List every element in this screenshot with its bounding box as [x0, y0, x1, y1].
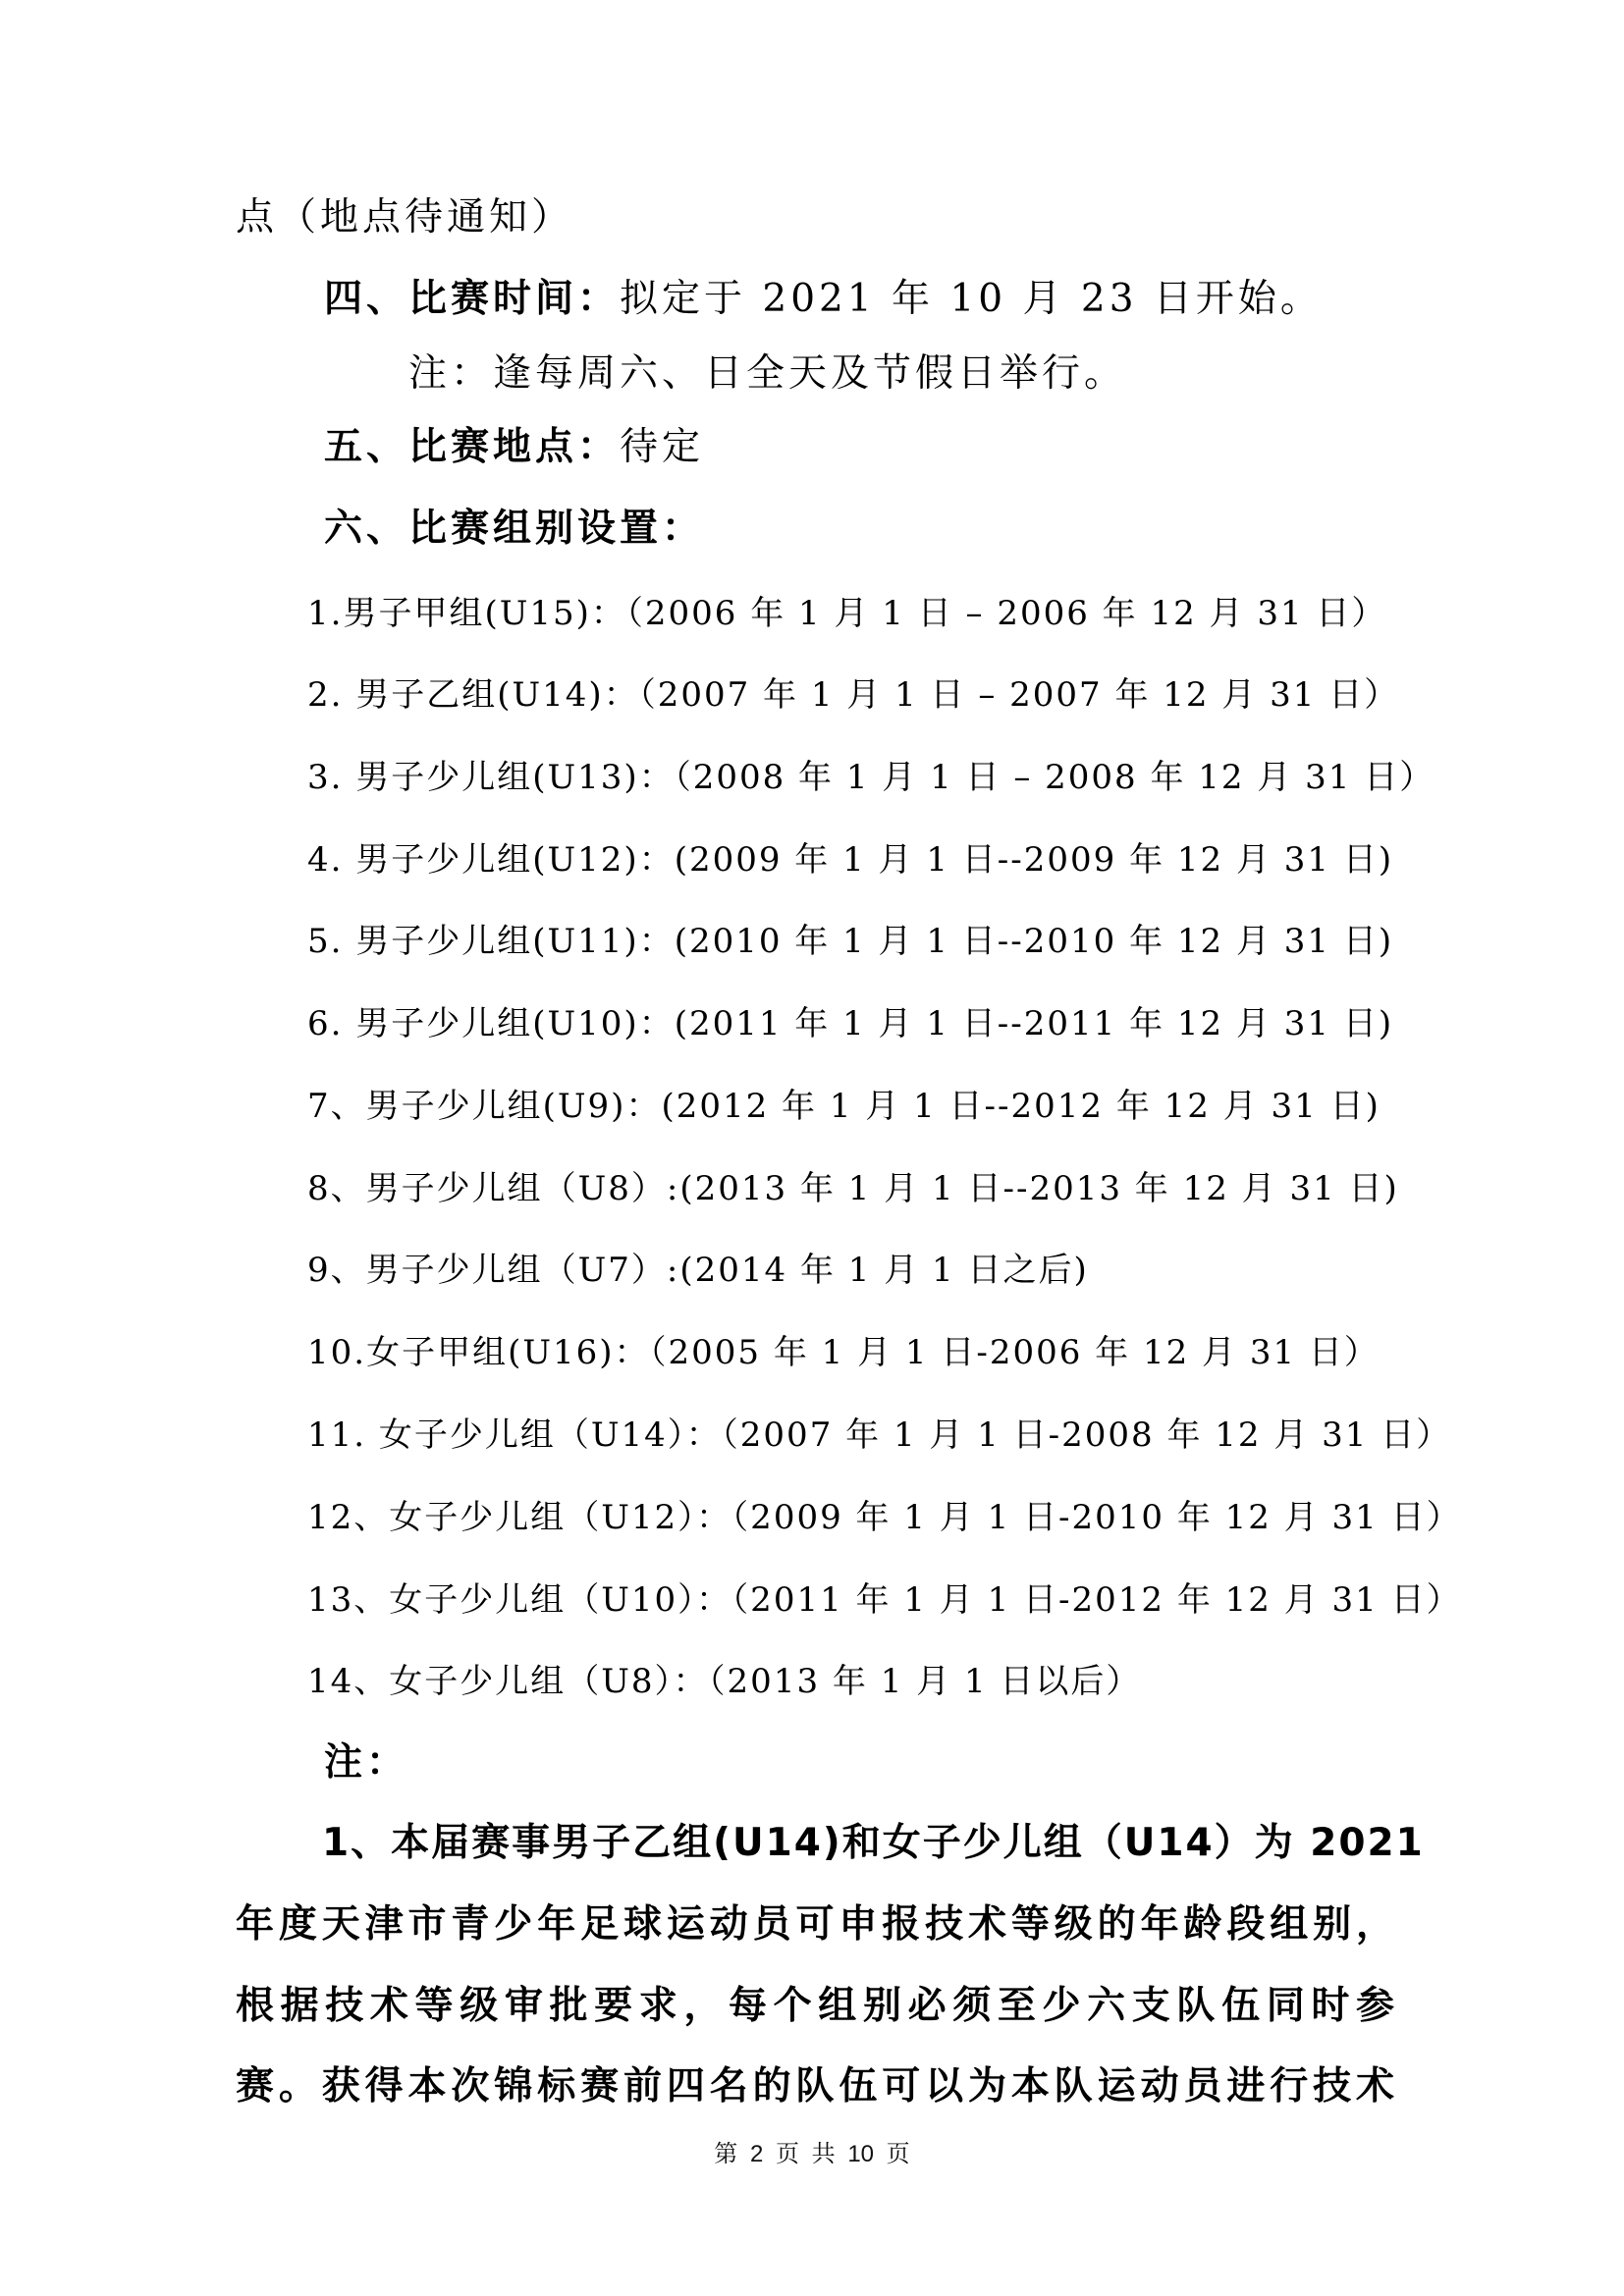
note-1-line: 根据技术等级审批要求，每个组别必须至少六支队伍同时参: [236, 1984, 1396, 2028]
notes-heading: 注：: [324, 1740, 409, 1785]
note-1-line: 赛。获得本次锦标赛前四名的队伍可以为本队运动员进行技术: [236, 2064, 1396, 2109]
section-venue: [324, 425, 705, 469]
note-1-line: 年度天津市青少年足球运动员可申报技术等级的年龄段组别，: [236, 1902, 1396, 1947]
group-item: 9、男子少儿组（U7）:(2014 年 1 月 1 日之后): [307, 1251, 1089, 1290]
group-item: 2. 男子乙组(U14)：（2007 年 1 月 1 日 – 2007 年 12 月 31 日）: [307, 675, 1400, 715]
group-item: 12、女子少儿组（U12）：（2009 年 1 月 1 日-2010 年 12 月 31 日）: [307, 1498, 1462, 1537]
page-number-footer: 第 2 页 共 10 页: [714, 2141, 910, 2167]
section-venue-label: 五、比赛地点：: [324, 425, 621, 469]
note-1-line: 1、本届赛事男子乙组(U14)和女子少儿组（U14）为 2021: [322, 1821, 1425, 1865]
group-item: 4. 男子少儿组(U12)：(2009 年 1 月 1 日--2009 年 12 月 31 日): [307, 840, 1394, 880]
section-time-value: 拟定于 2021 年 10 月 23 日开始。: [620, 277, 1323, 321]
group-item: 5. 男子少儿组(U11)：(2010 年 1 月 1 日--2010 年 12 月 31 日): [307, 922, 1394, 961]
group-item: 10.女子甲组(U16)：（2005 年 1 月 1 日-2006 年 12 月 31 日）: [307, 1333, 1380, 1372]
group-item: 11. 女子少儿组（U14）：（2007 年 1 月 1 日-2008 年 12 月 31 日）: [307, 1415, 1452, 1455]
group-item: 7、男子少儿组(U9)：(2012 年 1 月 1 日--2012 年 12 月 31 日): [307, 1087, 1380, 1126]
group-item: 6. 男子少儿组(U10)：(2011 年 1 月 1 日--2011 年 12 月 31 日): [307, 1004, 1394, 1043]
group-item: 3. 男子少儿组(U13)：（2008 年 1 月 1 日 – 2008 年 12 月 31 日）: [307, 758, 1435, 797]
group-item: 8、男子少儿组（U8）:(2013 年 1 月 1 日--2013 年 12 月 31 日): [307, 1169, 1399, 1208]
group-item: 13、女子少儿组（U10）：（2011 年 1 月 1 日-2012 年 12 月 31 日）: [307, 1580, 1462, 1620]
group-item: 14、女子少儿组（U8）：（2013 年 1 月 1 日以后）: [307, 1662, 1142, 1701]
continuation-line: 点（地点待通知）: [236, 195, 574, 240]
section-groups-heading: 六、比赛组别设置：: [324, 507, 705, 551]
section-venue-value: 待定: [620, 425, 705, 469]
section-time: [324, 277, 1323, 321]
section-time-note: 注：逢每周六、日全天及节假日举行。: [408, 351, 1127, 396]
group-item: 1.男子甲组(U15)：（2006 年 1 月 1 日 – 2006 年 12 月 31 日）: [307, 594, 1387, 633]
section-time-label: 四、比赛时间：: [324, 277, 621, 321]
